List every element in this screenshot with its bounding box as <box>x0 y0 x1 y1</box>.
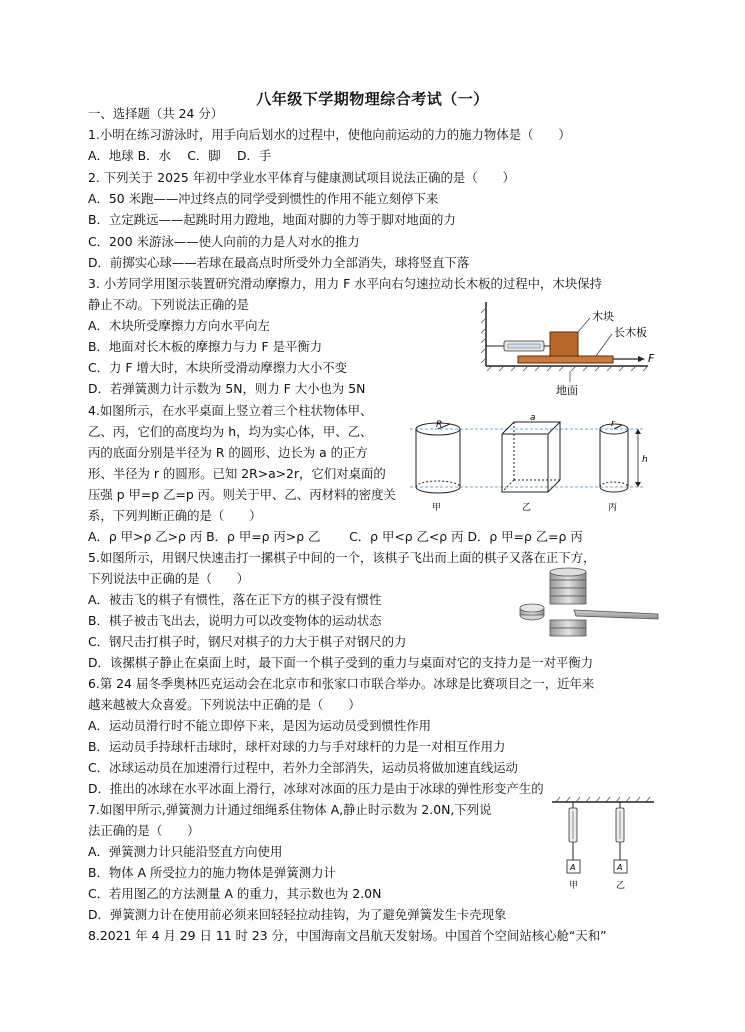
q2-option-c: C．200 米游泳——使人向前的力是人对水的推力 <box>88 234 360 249</box>
cube-yi <box>502 422 560 492</box>
steel-ruler <box>574 610 658 619</box>
page-title: 八年级下学期物理综合考试（一） <box>256 90 489 108</box>
q3-stem-line2: 静止不动。下列说法正确的是 <box>88 297 250 312</box>
q6-option-d: D．推出的冰球在水平冰面上滑行，冰球对冰面的压力是由于冰球的弹性形变产生的 <box>88 781 544 796</box>
q4-stem-line5: 压强 p 甲=p 乙=p 丙。则关于甲、乙、丙材料的密度关 <box>88 487 396 502</box>
jia-label: 甲 <box>569 881 579 891</box>
q6-stem-line1: 6.第 24 届冬季奥林匹克运动会在北京市和张家口市联合举办。冰球是比赛项目之一，近年来 <box>88 676 595 691</box>
q4-stem-line1: 4.如图所示，在水平桌面上竖立着三个柱状物体甲、 <box>88 403 373 418</box>
flying-checker <box>520 604 544 620</box>
q5-option-c: C．钢尺击打棋子时，钢尺对棋子的力大于棋子对钢尺的力 <box>88 634 407 649</box>
friction-apparatus-figure <box>478 300 668 405</box>
bing-label: 丙 <box>608 503 618 513</box>
ground-label: 地面 <box>556 384 578 397</box>
object-a-label-jia: A <box>570 863 576 872</box>
q2-option-a: A．50 米跑——冲过终点的同学受到惯性的作用不能立刻停下来 <box>88 191 439 206</box>
q7-option-c: C．若用图乙的方法测量 A 的重力，其示数也为 2.0N <box>88 886 382 901</box>
yi-label: 乙 <box>522 503 532 513</box>
q3-option-c: C．力 F 增大时，木块所受滑动摩擦力大小不变 <box>88 360 348 375</box>
q2-stem: 2. 下列关于 2025 年初中学业水平体育与健康测试项目说法正确的是（ ） <box>88 170 515 185</box>
q4-stem-line2: 乙、丙，它们的高度均为 h，均为实心体，甲、乙、 <box>88 424 373 439</box>
q3-stem-line1: 3. 小芳同学用图示装置研究滑动摩擦力，用力 F 水平向右匀速拉动长木板的过程中，木块保持 <box>88 276 602 291</box>
long-board <box>518 356 613 363</box>
q7-option-b: B．物体 A 所受拉力的施力物体是弹簧测力计 <box>88 865 336 880</box>
object-a-label-yi: A <box>617 863 623 872</box>
cylinder-bing <box>600 424 628 492</box>
board-label: 长木板 <box>614 326 647 339</box>
force-arrowhead <box>638 356 645 362</box>
height-h-label: h <box>642 455 648 465</box>
q5-option-d: D．该摞棋子静止在桌面上时，最下面一个棋子受到的重力与桌面对它的支持力是一对平衡力 <box>88 655 594 670</box>
q7-stem-line1: 7.如图甲所示,弹簧测力计通过细绳系住物体 A,静止时示数为 2.0N,下列说 <box>88 802 492 817</box>
spring-scale-window <box>508 344 540 348</box>
jia-label: 甲 <box>432 503 442 513</box>
checker-stack-figure <box>518 566 660 648</box>
q3-option-a: A．木块所受摩擦力方向水平向左 <box>88 318 270 333</box>
q6-option-c: C．冰球运动员在加速滑行过程中，若外力全部消失，运动员将做加速直线运动 <box>88 760 518 775</box>
q2-option-b: B．立定跳远——起跳时用力蹬地，地面对脚的力等于脚对地面的力 <box>88 212 456 227</box>
wooden-block <box>550 332 578 356</box>
force-label: F <box>648 352 655 365</box>
stacked-checkers <box>550 568 586 636</box>
q5-stem-line2: 下列说法中正确的是（ ） <box>88 571 250 586</box>
q6-stem-line2: 越来越被大众喜爱。下列说法中正确的是（ ） <box>88 697 361 712</box>
q2-option-d: D．前掷实心球——若球在最高点时所受外力全部消失，球将竖直下落 <box>88 255 470 270</box>
three-solids-figure <box>410 410 672 518</box>
q5-stem-line1: 5.如图所示，用钢尺快速击打一摞棋子中间的一个，该棋子飞出而上面的棋子又落在正下方， <box>88 550 596 565</box>
q4-stem-line4: 形、半径为 r 的圆形。已知 2R>a>2r，它们对桌面的 <box>88 466 386 481</box>
height-arrow-top <box>635 429 641 434</box>
q7-stem-line2: 法正确的是（ ） <box>88 823 200 838</box>
section-heading: 一、选择题（共 24 分） <box>88 106 224 121</box>
q7-option-d: D．弹簧测力计在使用前必须来回轻轻拉动挂钩，为了避免弹簧发生卡壳现象 <box>88 907 507 922</box>
cylinder-jia <box>416 423 460 493</box>
spring-scales-figure <box>548 796 658 896</box>
q8-stem-line1: 8.2021 年 4 月 29 日 11 时 23 分，中国海南文昌航天发射场。中国首个空间站核心舱“天和” <box>88 928 607 943</box>
radius-r-label: r <box>611 419 615 429</box>
q6-option-a: A．运动员滑行时不能立即停下来，是因为运动员受到惯性作用 <box>88 718 432 733</box>
q4-stem-line6: 系，下列判断正确的是（ ） <box>88 508 262 523</box>
yi-label: 乙 <box>616 881 626 891</box>
q5-option-a: A．被击飞的棋子有惯性，落在正下方的棋子没有惯性 <box>88 592 382 607</box>
side-a-label: a <box>530 413 536 423</box>
q1-options: A．地球 B．水 C．脚 D．手 <box>88 148 272 163</box>
q4-stem-line3: 丙的底面分别是半径为 R 的圆形、边长为 a 的正方 <box>88 445 368 460</box>
q3-option-d: D．若弹簧测力计示数为 5N，则力 F 大小也为 5N <box>88 381 366 396</box>
q4-options: A．ρ 甲>ρ 乙>ρ 丙 B．ρ 甲=ρ 丙>ρ 乙 C．ρ 甲<ρ 乙<ρ 丙 D．ρ 甲=ρ 乙=ρ 丙 <box>88 529 583 544</box>
q1-stem: 1.小明在练习游泳时，用手向后划水的过程中，使他向前运动的力的施力物体是（ ） <box>88 127 571 142</box>
block-leader-line <box>578 318 590 332</box>
height-arrow-bottom <box>635 482 641 487</box>
height-guides <box>410 429 644 487</box>
radius-R-label: R <box>436 420 443 430</box>
board-leader-line <box>596 334 612 356</box>
block-label: 木块 <box>592 310 614 323</box>
q5-option-b: B．棋子被击飞出去，说明力可以改变物体的运动状态 <box>88 613 382 628</box>
q6-option-b: B．运动员手持球杆击球时，球杆对球的力与手对球杆的力是一对相互作用力 <box>88 739 506 754</box>
q7-option-a: A．弹簧测力计只能沿竖直方向使用 <box>88 844 283 859</box>
q3-option-b: B．地面对长木板的摩擦力与力 F 是平衡力 <box>88 339 323 354</box>
